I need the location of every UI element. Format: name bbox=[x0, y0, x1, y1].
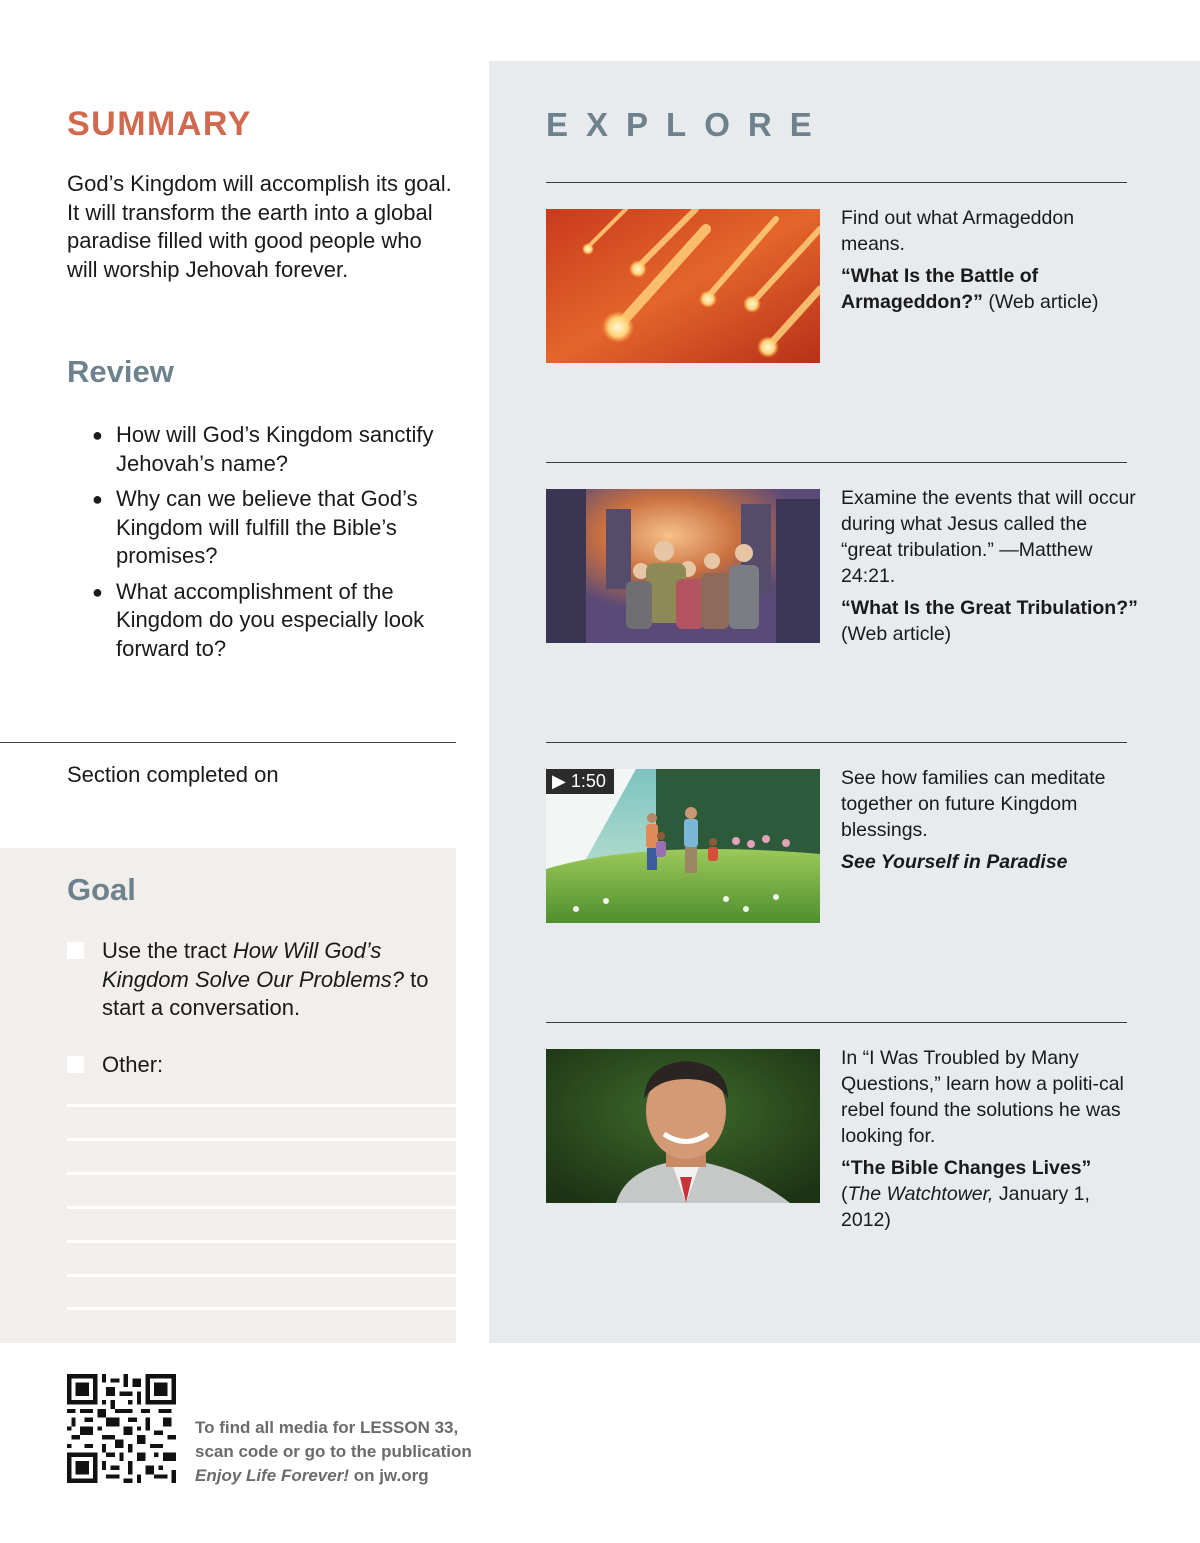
explore-item-title[interactable]: “What Is the Battle of Armageddon?” bbox=[841, 265, 1039, 313]
divider bbox=[546, 1022, 1127, 1023]
explore-heading: EXPLORE bbox=[546, 106, 830, 143]
write-in-line[interactable] bbox=[67, 1206, 456, 1209]
bullet-icon: ● bbox=[92, 489, 103, 509]
summary-text: God’s Kingdom will accomplish its goal. It will transform the earth into a global paradise filled with good people who will worship Jehovah forever. bbox=[67, 171, 452, 282]
write-in-line[interactable] bbox=[67, 1172, 456, 1175]
review-question: ● What accomplishment of the Kingdom do you especially look forward to? bbox=[92, 578, 425, 661]
review-question: ● Why can we believe that God’s Kingdom will fulfill the Bible’s promises? bbox=[92, 486, 418, 568]
portrait-image bbox=[546, 1049, 820, 1203]
goal-item-tract: Use the tract How Will God’s Kingdom Solve Our Problems? to start a conversation. bbox=[67, 937, 447, 1023]
section-completed-label: Section completed on bbox=[67, 762, 279, 787]
divider bbox=[546, 742, 1127, 743]
explore-item-text: Find out what Armageddon means. “What Is the Battle of Armageddon?” (Web article) bbox=[841, 207, 1099, 313]
goal-item-other: Other: bbox=[67, 1051, 447, 1080]
explore-item-title[interactable]: “The Bible Changes Lives” bbox=[841, 1157, 1092, 1179]
explore-item-text: See how families can meditate together on future Kingdom blessings. See Yourself in Paradise bbox=[841, 767, 1106, 873]
summary-heading: SUMMARY bbox=[67, 105, 252, 143]
tribulation-thumbnail[interactable] bbox=[546, 489, 820, 643]
family-city-image bbox=[546, 489, 820, 643]
goal-checkbox[interactable] bbox=[67, 942, 84, 959]
bullet-icon: ● bbox=[92, 581, 103, 602]
goal-panel bbox=[0, 848, 456, 1343]
review-question: ● How will God’s Kingdom sanctify Jehovah’s name? bbox=[92, 422, 434, 476]
bullet-icon: ● bbox=[92, 425, 103, 445]
review-list bbox=[92, 421, 457, 670]
goal-heading: Goal bbox=[67, 872, 136, 907]
divider bbox=[546, 182, 1127, 183]
write-in-line[interactable] bbox=[67, 1307, 456, 1310]
divider bbox=[546, 462, 1127, 463]
paradise-video-thumbnail[interactable] bbox=[546, 769, 820, 923]
armageddon-thumbnail[interactable] bbox=[546, 209, 820, 363]
review-heading: Review bbox=[67, 354, 174, 389]
explore-item-text: In “I Was Troubled by Many Questions,” learn how a politi-cal rebel found the solutions he was looking for. “The Bible Changes Lives” (The Watchtower, January 1, 2012) bbox=[841, 1047, 1124, 1231]
goal-checkbox[interactable] bbox=[67, 1056, 84, 1073]
write-in-line[interactable] bbox=[67, 1138, 456, 1141]
explore-item-text: Examine the events that will occur during what Jesus called the “great tribulation.” —Matthew 24:21. “What Is the Great Tribulation?” (Web article) bbox=[841, 487, 1138, 645]
explore-item-title[interactable]: See Yourself in Paradise bbox=[841, 851, 1068, 873]
publication-link[interactable]: Enjoy Life Forever! bbox=[195, 1466, 349, 1485]
bible-changes-lives-thumbnail[interactable] bbox=[546, 1049, 820, 1203]
divider bbox=[0, 742, 456, 743]
meteor-image bbox=[546, 209, 820, 363]
write-in-line[interactable] bbox=[67, 1104, 456, 1107]
footer-text: To find all media for LESSON 33, scan code or go to the publication Enjoy Life Forever! on jw.org bbox=[195, 1418, 472, 1485]
qr-code-icon[interactable] bbox=[67, 1374, 176, 1483]
write-in-line[interactable] bbox=[67, 1240, 456, 1243]
explore-item-title[interactable]: “What Is the Great Tribulation?” bbox=[841, 597, 1138, 619]
write-in-line[interactable] bbox=[67, 1274, 456, 1277]
video-duration-badge: ▶ 1:50 bbox=[546, 769, 614, 794]
